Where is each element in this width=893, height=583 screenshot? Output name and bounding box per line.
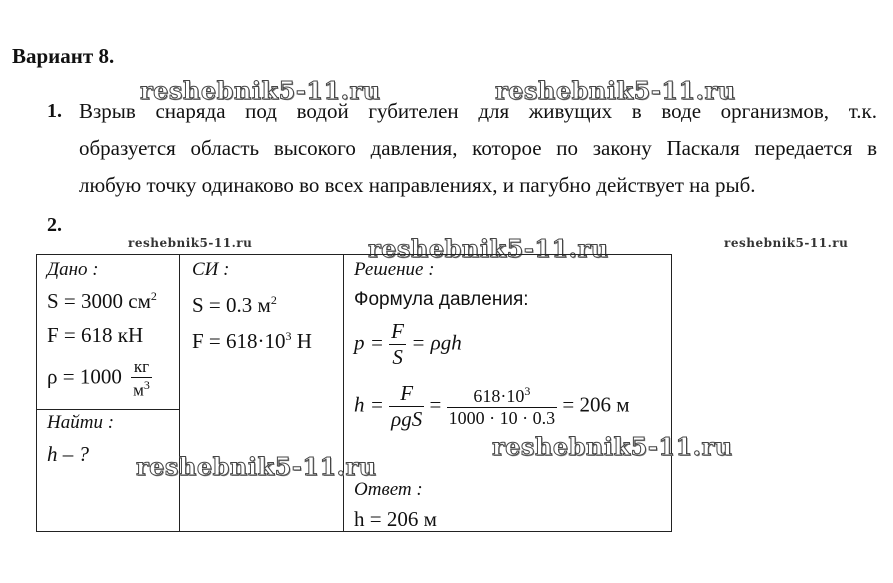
watermark-1: reshebnik5-11.ru [140,76,381,105]
si-label: СИ : [192,259,230,280]
given-rho: ρ = 1000 $\frac{кг}{м^3}$ [47,357,150,400]
solution-label: Решение : [354,259,435,280]
find-value: h – ? [47,442,89,466]
watermark-3: reshebnik5-11.ru [368,234,609,263]
given-label: Дано : [47,259,99,280]
rho-unit-denominator: $м^3$ [133,378,150,400]
given-s: S = 3000 $см^2$ [47,289,157,313]
task1-line3: любую точку одинаково во всех направлениях, и пагубно действует на рыб. [79,173,756,197]
si-f: $F = 618\cdot 10^3$ Н [192,329,312,353]
task1-number: 1. [47,100,62,122]
rho-unit-numerator: кг [131,357,152,378]
formula-label: Формула давления: [354,289,529,310]
equation-height: h = $\frac{F}{\text{ρgS}}$ = $\frac{618\cdot 10^3}{1000 \cdot 10 \cdot 0.3}$ = 206 м [354,381,630,431]
task1-line2: образуется область высокого давления, которое по закону Паскаля передается в [79,136,877,160]
watermark-4: reshebnik5-11.ru [492,432,733,461]
task2-number: 2. [47,214,62,236]
variant-title: Вариант 8. [12,44,115,68]
watermark-small-2: reshebnik5-11.ru [724,236,849,250]
si-cell [180,255,344,532]
watermark-2: reshebnik5-11.ru [495,76,736,105]
si-s: S = 0.3 $м^2$ [192,293,277,317]
given-f: F = 618 кН [47,323,144,347]
solution-table [36,254,672,532]
answer-value: h = 206 м [354,507,437,531]
watermark-5: reshebnik5-11.ru [136,452,377,481]
watermark-small-1: reshebnik5-11.ru [128,236,253,250]
given-cell [37,255,180,410]
answer-label: Ответ : [354,479,423,500]
equation-pressure: p = $\frac{F}{S}$ = ρgh [354,319,462,369]
task1-line1: Взрыв снаряда под водой губителен для живущих в воде организмов, т.к. [79,99,877,123]
find-label: Найти : [47,412,115,433]
solution-cell [344,255,672,532]
